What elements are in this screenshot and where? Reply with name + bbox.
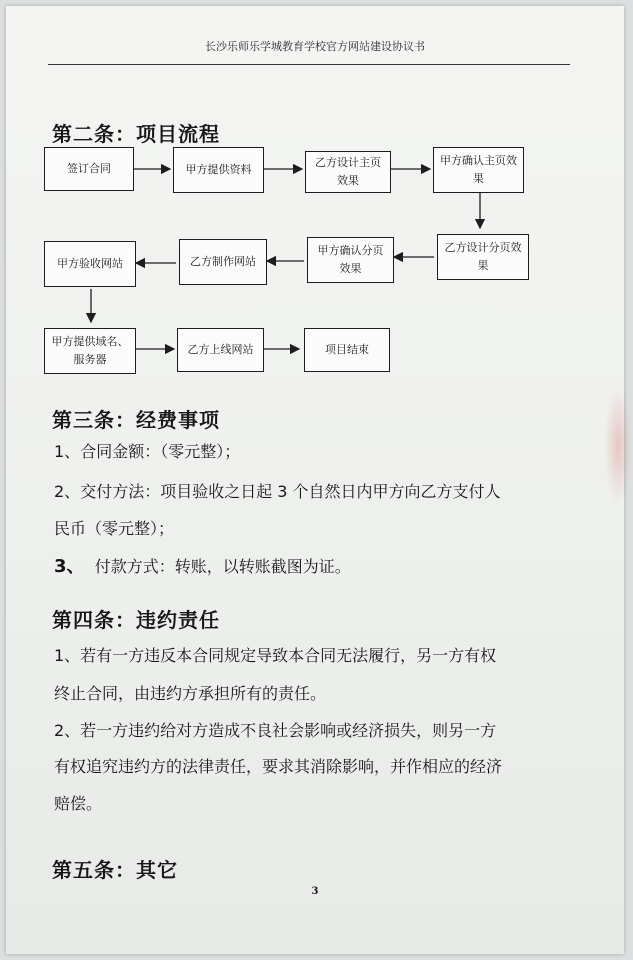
- flow-step-build-site: 乙方制作网站: [179, 239, 267, 285]
- item-text-line1: 交付方法：项目验收之日起 3 个自然日内甲方向乙方支付人: [80, 482, 501, 501]
- document-header-title: 长沙乐师乐学城教育学校官方网站建设协议书: [205, 40, 425, 53]
- item-number: 3、: [54, 556, 85, 577]
- flow-step-accept-site: 甲方验收网站: [44, 241, 136, 287]
- section4-line-2: 终止合同，由违约方承担所有的责任。: [54, 684, 327, 703]
- section3-item-2: [54, 473, 544, 510]
- flow-step-confirm-subpages: 甲方确认分页效果: [307, 237, 394, 283]
- flow-step-design-homepage: 乙方设计主页效果: [305, 151, 391, 193]
- flow-step-provide-domain-server: 甲方提供域名、服务器: [44, 328, 136, 374]
- section4-line-3: 2、若一方违约给对方造成不良社会影响或经济损失，则另一方: [54, 721, 497, 740]
- section4-line-4: 有权追究违约方的法律责任，要求其消除影响，并作相应的经济: [54, 757, 503, 776]
- section2-heading: 第二条：项目流程: [52, 122, 220, 146]
- flow-step-provide-materials: 甲方提供资料: [173, 147, 264, 193]
- section3-item-2-continued: 民币（零元整）；: [54, 519, 175, 538]
- section3-item-3: [54, 548, 544, 585]
- item-text: 付款方式：转账，以转账截图为证。: [94, 557, 351, 576]
- flow-step-launch-site: 乙方上线网站: [177, 328, 264, 372]
- flow-step-confirm-homepage: 甲方确认主页效果: [433, 147, 524, 193]
- section4-line-5: 赔偿。: [54, 794, 103, 813]
- section5-heading: 第五条：其它: [52, 858, 178, 882]
- flow-step-project-end: 项目结束: [304, 328, 390, 372]
- section4-line-1: 1、若有一方违反本合同规定导致本合同无法履行，另一方有权: [54, 646, 497, 665]
- item-text: 合同金额：（零元整）；: [80, 442, 241, 461]
- section3-heading: 第三条：经费事项: [52, 408, 220, 432]
- flow-step-design-subpages: 乙方设计分页效果: [437, 234, 529, 280]
- document-page: [6, 6, 624, 954]
- page-number: 3: [311, 886, 319, 897]
- item-number: 1、: [54, 442, 81, 461]
- section3-item-1: [54, 433, 544, 470]
- section4-heading: 第四条：违约责任: [52, 608, 220, 632]
- item-number: 2、: [54, 482, 81, 501]
- flow-step-sign-contract: 签订合同: [44, 147, 134, 191]
